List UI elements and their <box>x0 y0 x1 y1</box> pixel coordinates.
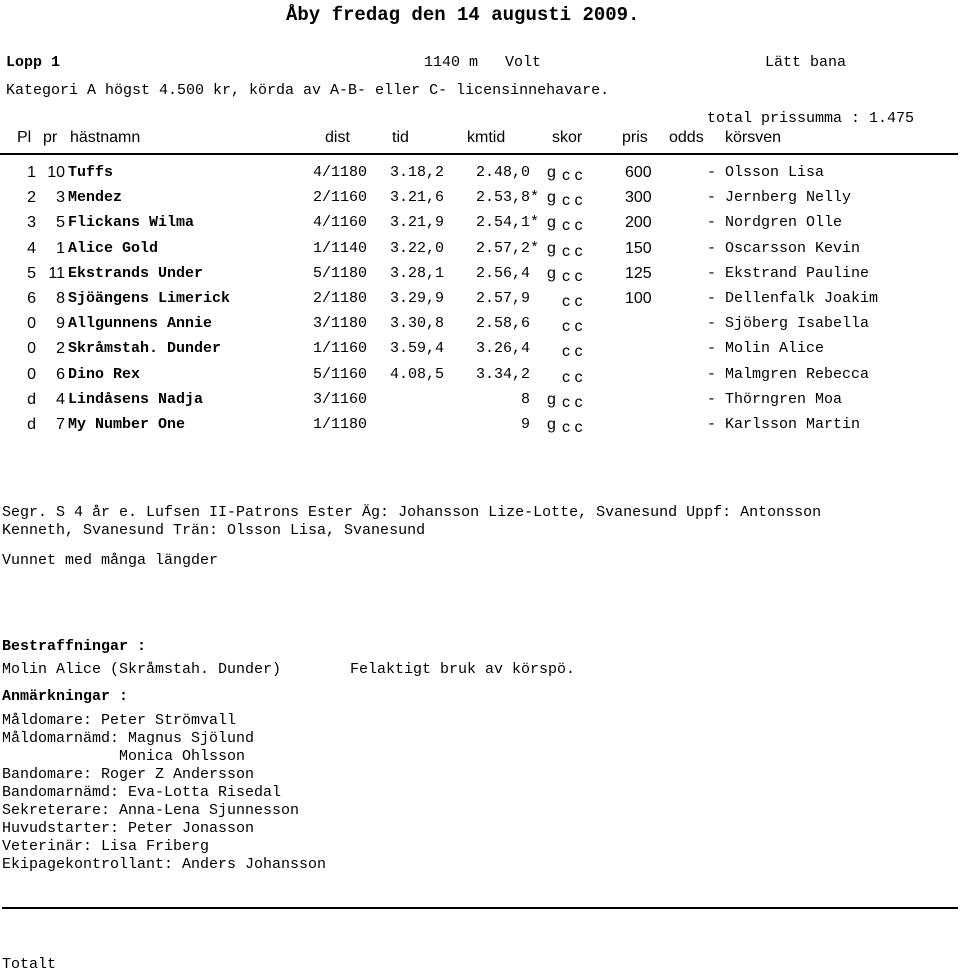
driver: Dellenfalk Joakim <box>725 290 879 307</box>
post-position: 11 <box>48 264 65 282</box>
total-label: Totalt <box>2 956 57 973</box>
distance: 2/1180 <box>313 290 368 307</box>
distance: 3/1180 <box>313 315 368 333</box>
placement: 0 <box>27 315 36 333</box>
footer-divider <box>2 907 958 909</box>
result-row <box>0 391 960 416</box>
distance: 3/1160 <box>313 390 368 408</box>
distance: 4/1160 <box>313 214 368 232</box>
race-comment: Vunnet med många längder <box>2 552 219 569</box>
placement: 0 <box>27 340 36 358</box>
odds: - <box>707 290 717 307</box>
km-time: 8 <box>520 390 530 408</box>
odds: - <box>707 365 717 383</box>
km-time: 9 <box>520 416 530 433</box>
km-time: 2.57,2 <box>475 239 530 257</box>
post-position: 10 <box>47 164 65 181</box>
post-position: 7 <box>56 416 65 433</box>
distance: 5/1180 <box>313 264 368 282</box>
track-condition: Lätt bana <box>765 54 847 71</box>
driver: Jernberg Nelly <box>725 189 852 207</box>
post-position: 6 <box>56 365 65 383</box>
shoes: c c <box>562 267 583 285</box>
penalty-driver: Molin Alice (Skråmstah. Dunder) <box>2 661 282 678</box>
result-row <box>0 290 960 315</box>
result-row <box>0 416 960 441</box>
gallop-mark: * <box>530 189 540 207</box>
shoes: c c <box>562 419 583 436</box>
remarks-heading: Anmärkningar : <box>2 688 129 705</box>
distance: 4/1180 <box>313 164 368 181</box>
horse-name: Sjöängens Limerick <box>68 290 231 307</box>
km-time: 2.58,6 <box>475 315 530 333</box>
km-time: 2.54,1 <box>475 214 530 232</box>
remark-line: Huvudstarter: Peter Jonasson <box>2 820 255 837</box>
post-position: 5 <box>56 214 65 232</box>
odds: - <box>707 239 717 257</box>
prize: 200 <box>625 214 652 232</box>
driver: Thörngren Moa <box>725 390 843 408</box>
gallop-mark: * <box>530 239 540 257</box>
col-header-pris: pris <box>622 129 648 146</box>
driver: Olsson Lisa <box>725 164 825 181</box>
result-row <box>0 366 960 391</box>
horse-name: Ekstrands Under <box>68 264 204 282</box>
col-header-odds: odds <box>669 129 704 146</box>
post-position: 1 <box>56 239 65 257</box>
result-row <box>0 189 960 214</box>
result-row <box>0 340 960 365</box>
placement: 1 <box>27 164 36 181</box>
race-distance: 1140 m <box>424 54 479 71</box>
remark-line: Bandomare: Roger Z Andersson <box>2 766 255 783</box>
gallop-mark: * <box>530 214 540 232</box>
post-position: 8 <box>56 290 65 307</box>
distance: 5/1160 <box>313 365 368 383</box>
distance: 2/1160 <box>313 189 368 207</box>
col-header-kmtid: kmtid <box>467 129 506 146</box>
horse-name: Flickans Wilma <box>68 214 195 232</box>
race-time: 3.29,9 <box>390 290 445 307</box>
placement: 4 <box>27 239 36 257</box>
odds: - <box>707 264 717 282</box>
col-header-tid: tid <box>392 129 409 146</box>
gallop-flag: g <box>547 390 556 408</box>
placement: 5 <box>27 264 36 282</box>
col-header-skor: skor <box>552 129 583 146</box>
remark-line: Veterinär: Lisa Friberg <box>2 838 210 855</box>
race-time: 3.21,9 <box>390 214 445 232</box>
horse-name: My Number One <box>68 416 186 433</box>
page-title: Åby fredag den 14 augusti 2009. <box>286 4 640 26</box>
placement: 6 <box>27 290 36 307</box>
post-position: 2 <box>56 340 65 358</box>
result-row <box>0 164 960 189</box>
remark-line: Sekreterare: Anna-Lena Sjunnesson <box>2 802 300 819</box>
distance: 1/1160 <box>313 340 368 358</box>
odds: - <box>707 315 717 333</box>
post-position: 3 <box>56 189 65 207</box>
gallop-flag: g <box>547 214 556 232</box>
odds: - <box>707 340 717 358</box>
km-time: 3.34,2 <box>475 365 530 383</box>
shoes: c c <box>562 192 583 210</box>
shoes: c c <box>562 167 583 184</box>
km-time: 2.57,9 <box>475 290 530 307</box>
penalties-heading: Bestraffningar : <box>2 638 147 655</box>
driver: Karlsson Martin <box>725 416 861 433</box>
shoes: c c <box>562 217 583 235</box>
result-row <box>0 265 960 290</box>
prize: 100 <box>625 290 652 307</box>
km-time: 2.53,8 <box>475 189 530 207</box>
shoes: c c <box>562 393 583 411</box>
race-time: 3.22,0 <box>390 239 445 257</box>
driver: Oscarsson Kevin <box>725 239 861 257</box>
driver: Nordgren Olle <box>725 214 843 232</box>
gallop-flag: g <box>547 264 556 282</box>
col-header-name: hästnamn <box>70 129 141 146</box>
distance: 1/1140 <box>313 239 368 257</box>
remark-line: Ekipagekontrollant: Anders Johansson <box>2 856 327 873</box>
col-header-dist: dist <box>325 129 350 146</box>
odds: - <box>707 416 717 433</box>
race-time: 3.28,1 <box>390 264 445 282</box>
km-time: 2.56,4 <box>475 264 530 282</box>
result-row <box>0 240 960 265</box>
driver: Ekstrand Pauline <box>725 264 870 282</box>
placement: d <box>27 390 36 408</box>
odds: - <box>707 189 717 207</box>
gallop-flag: g <box>547 189 556 207</box>
race-time: 3.59,4 <box>390 340 445 358</box>
prize: 300 <box>625 189 652 207</box>
horse-name: Alice Gold <box>68 239 159 257</box>
driver: Malmgren Rebecca <box>725 365 870 383</box>
horse-name: Skråmstah. Dunder <box>68 340 222 358</box>
prize: 150 <box>625 239 652 257</box>
race-time: 3.18,2 <box>390 164 445 181</box>
horse-name: Mendez <box>68 189 123 207</box>
horse-name: Dino Rex <box>68 365 141 383</box>
winner-info-line1: Segr. S 4 år e. Lufsen II-Patrons Ester Äg: Johansson Lize-Lotte, Svanesund Uppf: Antonsson <box>2 504 822 521</box>
race-name: Lopp 1 <box>6 54 61 71</box>
remark-line: Måldomarnämd: Magnus Sjölund <box>2 730 255 747</box>
km-time: 2.48,0 <box>475 164 530 181</box>
race-category: Kategori A högst 4.500 kr, körda av A-B- eller C- licensinnehavare. <box>6 82 610 99</box>
col-header-driver: körsven <box>725 129 782 146</box>
shoes: c c <box>562 293 583 310</box>
race-time: 3.30,8 <box>390 315 445 333</box>
km-time: 3.26,4 <box>475 340 530 358</box>
driver: Sjöberg Isabella <box>725 315 870 333</box>
odds: - <box>707 164 717 181</box>
shoes: c c <box>562 343 583 361</box>
horse-name: Tuffs <box>68 164 114 181</box>
placement: d <box>27 416 36 433</box>
shoes: c c <box>562 318 583 336</box>
result-row <box>0 214 960 239</box>
col-header-pl: Pl <box>17 129 32 146</box>
placement: 0 <box>27 365 36 383</box>
placement: 3 <box>27 214 36 232</box>
post-position: 9 <box>56 315 65 333</box>
remark-line: Måldomare: Peter Strömvall <box>2 712 237 729</box>
header-divider <box>0 153 958 155</box>
gallop-flag: g <box>547 416 556 433</box>
race-start-type: Volt <box>505 54 542 71</box>
remark-line: Bandomarnämd: Eva-Lotta Risedal <box>2 784 282 801</box>
placement: 2 <box>27 189 36 207</box>
penalty-reason: Felaktigt bruk av körspö. <box>350 661 576 678</box>
shoes: c c <box>562 242 583 260</box>
prize: 125 <box>625 264 652 282</box>
total-prize: total prissumma : 1.475 <box>707 110 915 127</box>
race-time: 3.21,6 <box>390 189 445 207</box>
prize: 600 <box>625 164 652 181</box>
gallop-flag: g <box>547 164 556 181</box>
col-header-pr: pr <box>43 129 58 146</box>
winner-info-line2: Kenneth, Svanesund Trän: Olsson Lisa, Svanesund <box>2 522 426 539</box>
horse-name: Lindåsens Nadja <box>68 390 204 408</box>
gallop-flag: g <box>547 239 556 257</box>
horse-name: Allgunnens Annie <box>68 315 213 333</box>
driver: Molin Alice <box>725 340 825 358</box>
result-row <box>0 315 960 340</box>
post-position: 4 <box>56 390 65 408</box>
race-time: 4.08,5 <box>390 365 445 383</box>
shoes: c c <box>562 368 583 386</box>
remark-line: Monica Ohlsson <box>2 748 246 765</box>
distance: 1/1180 <box>313 416 368 433</box>
odds: - <box>707 390 717 408</box>
odds: - <box>707 214 717 232</box>
